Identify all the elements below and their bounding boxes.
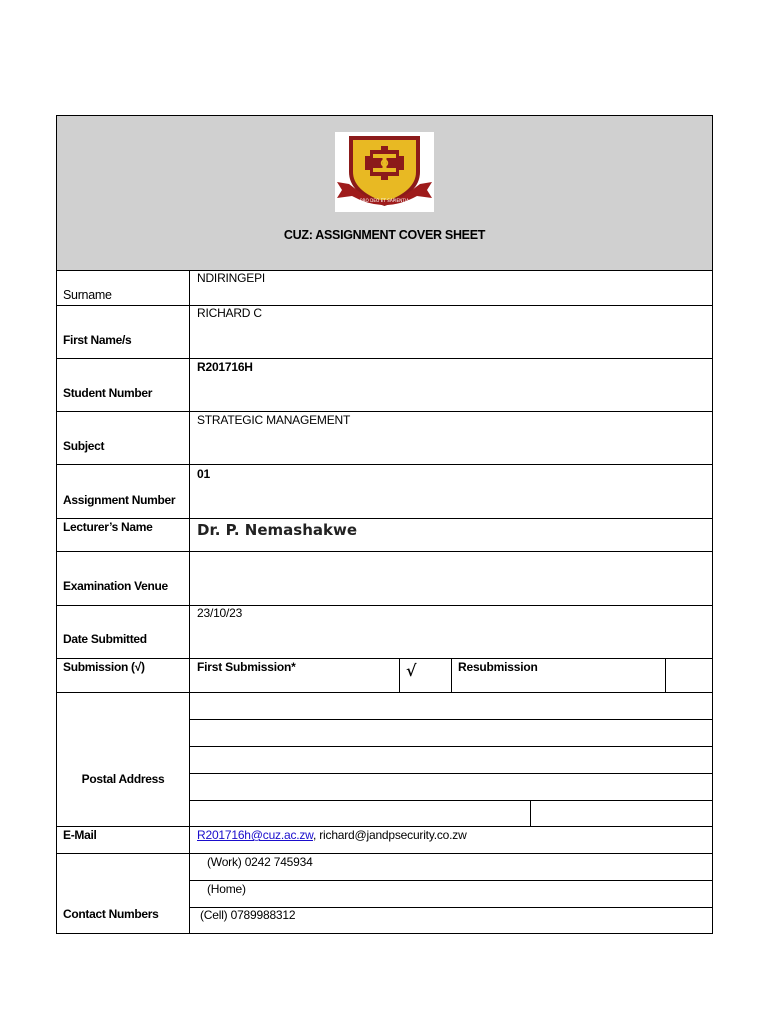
submission-divider	[451, 658, 452, 692]
lecturer-value[interactable]: Dr. P. Nemashakwe	[197, 521, 358, 539]
first-name-label: First Name/s	[63, 333, 132, 347]
date-submitted-value[interactable]: 23/10/23	[197, 606, 243, 620]
date-submitted-label: Date Submitted	[63, 632, 147, 646]
first-name-value[interactable]: RICHARD C	[197, 306, 262, 320]
first-submission-label: First Submission*	[197, 660, 296, 674]
label-column-divider	[189, 270, 190, 933]
postal-address-line-3[interactable]	[190, 747, 712, 773]
university-crest-logo	[335, 132, 434, 212]
email-label: E-Mail	[63, 828, 97, 842]
page-title: CUZ: ASSIGNMENT COVER SHEET	[283, 228, 486, 242]
assignment-number-value[interactable]: 01	[197, 467, 210, 481]
subject-value[interactable]: STRATEGIC MANAGEMENT	[197, 413, 351, 427]
resubmission-checkbox[interactable]	[666, 659, 712, 691]
contact-work[interactable]: (Work) 0242 745934	[207, 855, 313, 869]
email-link[interactable]: R201716h@cuz.ac.zw	[197, 828, 313, 842]
postal-line	[189, 800, 712, 801]
resubmission-label: Resubmission	[458, 660, 538, 674]
email-secondary: , richard@jandpsecurity.co.zw	[312, 828, 467, 842]
student-number-label: Student Number	[63, 386, 153, 400]
email-value	[197, 828, 467, 842]
row-divider	[57, 658, 712, 659]
postal-address-label: Postal Address	[81, 772, 165, 786]
sheet-header	[57, 116, 712, 271]
row-divider	[57, 518, 712, 519]
postal-address-line-1[interactable]	[190, 693, 712, 719]
student-number-value[interactable]: R201716H	[197, 360, 253, 374]
cover-sheet	[56, 115, 713, 934]
contact-line	[189, 880, 712, 881]
contact-numbers-label: Contact Numbers	[63, 907, 159, 921]
exam-venue-label: Examination Venue	[63, 579, 168, 593]
row-divider	[57, 605, 712, 606]
postal-divider	[530, 800, 531, 826]
postal-address-line-4[interactable]	[190, 774, 712, 800]
row-divider	[57, 411, 712, 412]
row-divider	[57, 826, 712, 827]
row-divider	[57, 305, 712, 306]
submission-label: Submission (√)	[63, 660, 145, 674]
contact-cell[interactable]: (Cell) 0789988312	[200, 908, 296, 922]
first-submission-checkbox[interactable]: √	[406, 661, 417, 680]
row-divider	[57, 551, 712, 552]
assignment-number-label: Assignment Number	[63, 493, 176, 507]
lecturer-label: Lecturer’s Name	[63, 520, 153, 534]
crest-icon	[335, 132, 434, 212]
row-divider	[57, 853, 712, 854]
postal-address-line-2[interactable]	[190, 720, 712, 746]
contact-home[interactable]: (Home)	[207, 882, 246, 896]
submission-divider	[399, 658, 400, 692]
surname-value[interactable]: NDIRINGEPI	[197, 271, 266, 285]
row-divider	[57, 464, 712, 465]
row-divider	[57, 358, 712, 359]
subject-label: Subject	[63, 439, 105, 453]
surname-label: Surname	[63, 288, 112, 302]
svg-text:PRO DEO ET SAPIENTIA: PRO DEO ET SAPIENTIA	[360, 198, 409, 203]
